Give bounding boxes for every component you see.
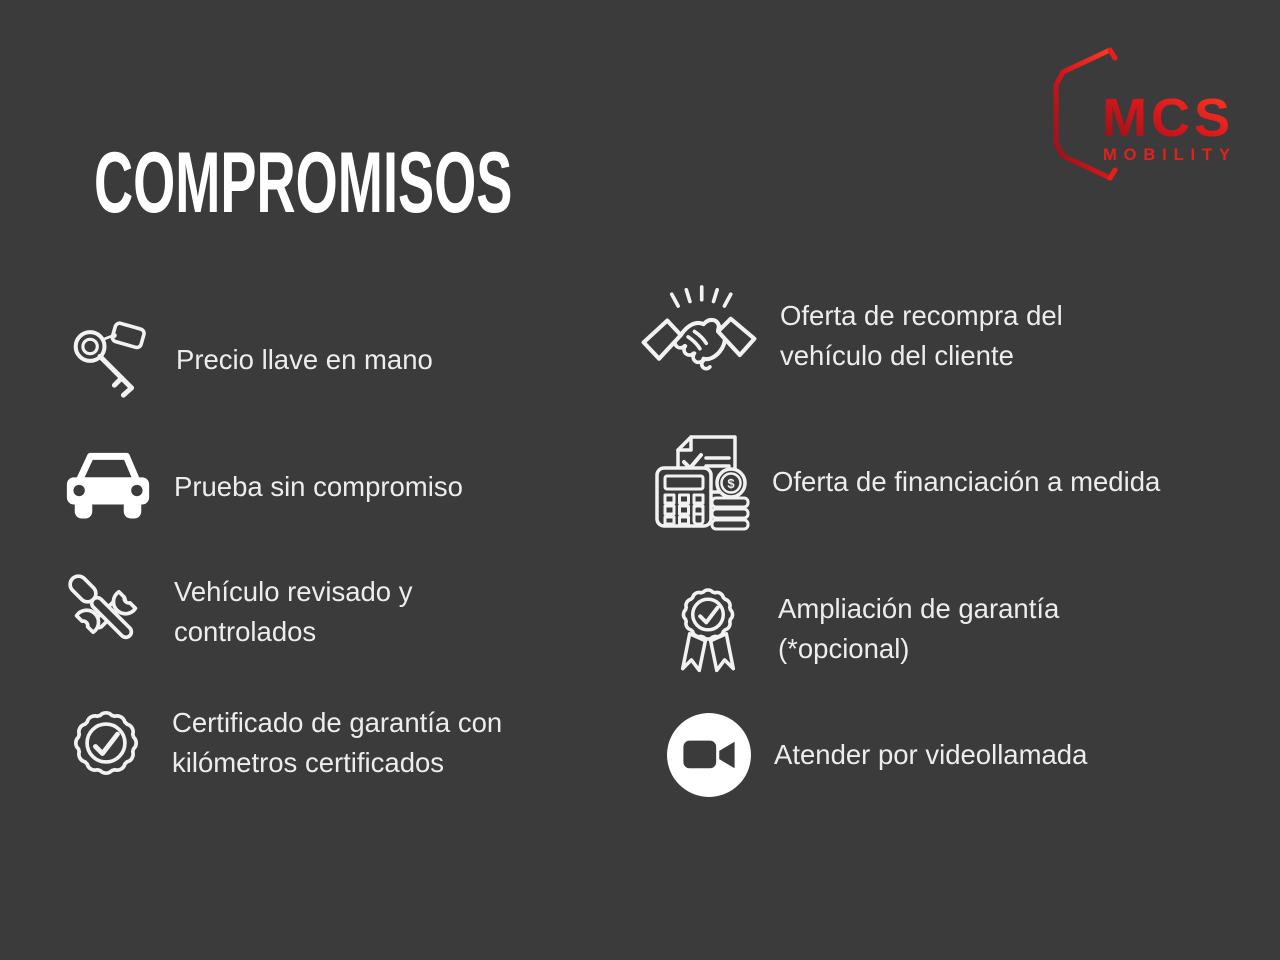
mcs-mobility-logo (1046, 46, 1238, 182)
commitment-label: Vehículo revisado y controlados (174, 576, 413, 647)
commitment-label: Atender por videollamada (774, 739, 1088, 770)
warranty-award-icon (660, 576, 756, 681)
page-title: COMPROMISOS (94, 135, 513, 231)
commitment-label: Certificado de garantía con kilómetros certificados (172, 707, 503, 778)
video-call-icon (666, 712, 752, 798)
commitment-item (650, 432, 1160, 532)
commitment-item (64, 314, 433, 406)
commitment-item (660, 576, 1108, 681)
key-tag-icon (64, 314, 154, 406)
commitment-item (62, 698, 552, 788)
commitment-label: Prueba sin compromiso (174, 471, 463, 502)
tools-icon (60, 566, 152, 658)
svg-text:$: $ (727, 476, 735, 491)
commitment-label: Oferta de financiación a medida (772, 466, 1161, 497)
commitment-label: Oferta de recompra del vehículo del cliente (780, 300, 1063, 371)
certificate-badge-icon (62, 698, 150, 788)
handshake-icon (640, 284, 758, 388)
logo-sub: MOBILITY (1103, 146, 1230, 164)
commitment-label: Precio llave en mano (176, 344, 433, 375)
financing-calculator-icon (650, 432, 750, 532)
logo-brand: MCS (1102, 88, 1230, 148)
commitment-item (640, 284, 1110, 388)
commitment-item (666, 712, 1087, 798)
car-icon (64, 452, 152, 522)
commitment-item (64, 452, 463, 522)
commitment-label: Ampliación de garantía (*opcional) (778, 592, 1060, 664)
commitment-item (60, 566, 474, 658)
